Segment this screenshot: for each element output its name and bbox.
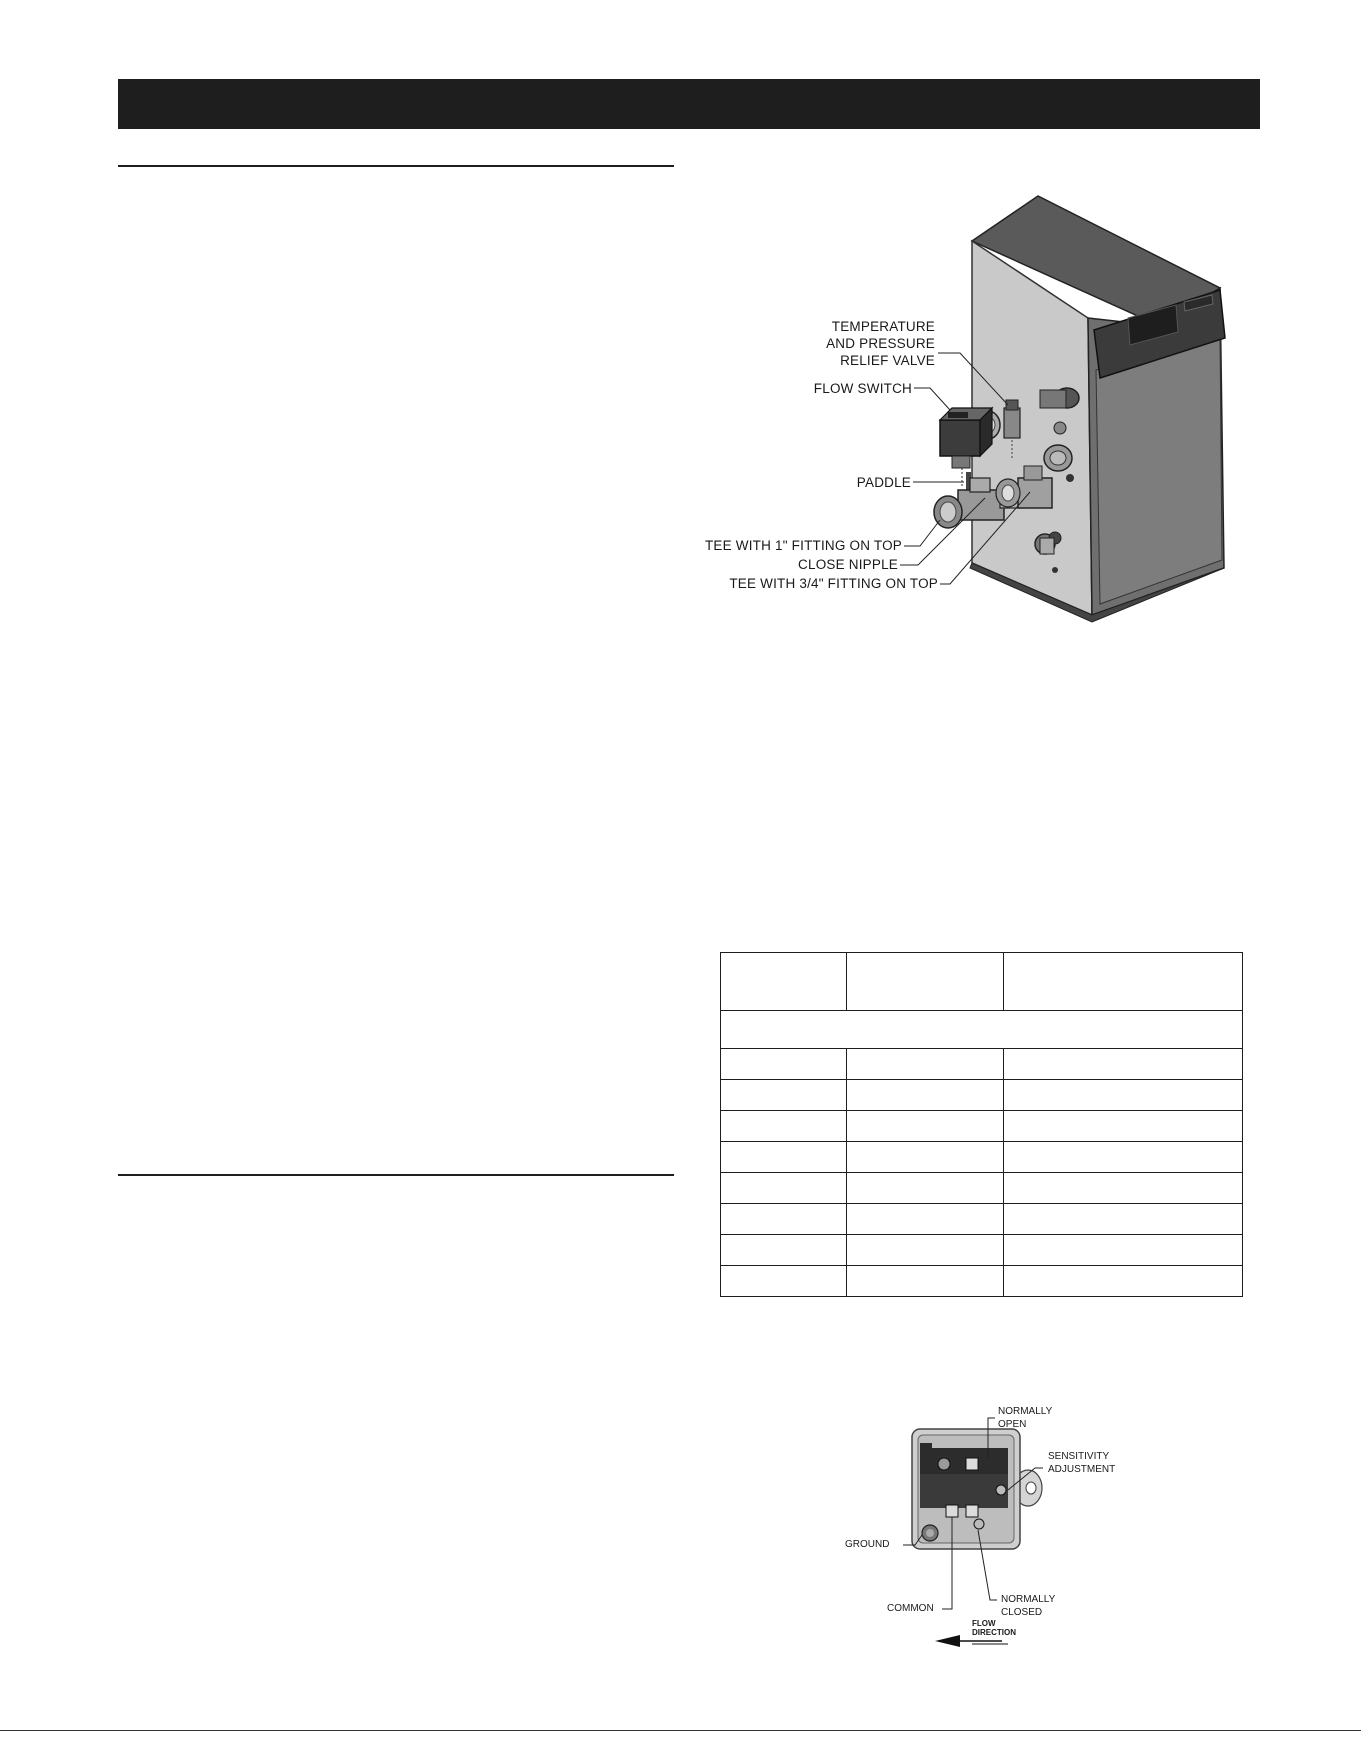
label-flow-switch: FLOW SWITCH bbox=[813, 381, 912, 396]
label-ground: GROUND bbox=[845, 1539, 890, 1550]
label-flow-direction-1: FLOW bbox=[972, 1619, 996, 1628]
label-sensitivity-2: ADJUSTMENT bbox=[1048, 1464, 1116, 1475]
label-normally-closed-1: NORMALLY bbox=[1001, 1594, 1056, 1605]
label-close-nipple: CLOSE NIPPLE bbox=[798, 557, 898, 572]
label-flow-direction-2: DIRECTION bbox=[972, 1628, 1016, 1637]
label-tpr-valve-3: RELIEF VALVE bbox=[840, 353, 935, 368]
label-tpr-valve-1: TEMPERATURE bbox=[831, 319, 935, 334]
label-paddle: PADDLE bbox=[856, 475, 911, 490]
label-normally-open-1: NORMALLY bbox=[998, 1406, 1053, 1417]
label-normally-closed-2: CLOSED bbox=[1001, 1607, 1043, 1618]
label-tee-34in: TEE WITH 3/4" FITTING ON TOP bbox=[729, 576, 938, 591]
page-bottom-rule bbox=[0, 1730, 1361, 1731]
label-tee-1in: TEE WITH 1" FITTING ON TOP bbox=[704, 538, 902, 553]
label-sensitivity-1: SENSITIVITY bbox=[1048, 1451, 1110, 1462]
label-normally-open-2: OPEN bbox=[998, 1419, 1027, 1430]
label-common: COMMON bbox=[887, 1603, 934, 1614]
label-tpr-valve-2: AND PRESSURE bbox=[826, 336, 935, 351]
